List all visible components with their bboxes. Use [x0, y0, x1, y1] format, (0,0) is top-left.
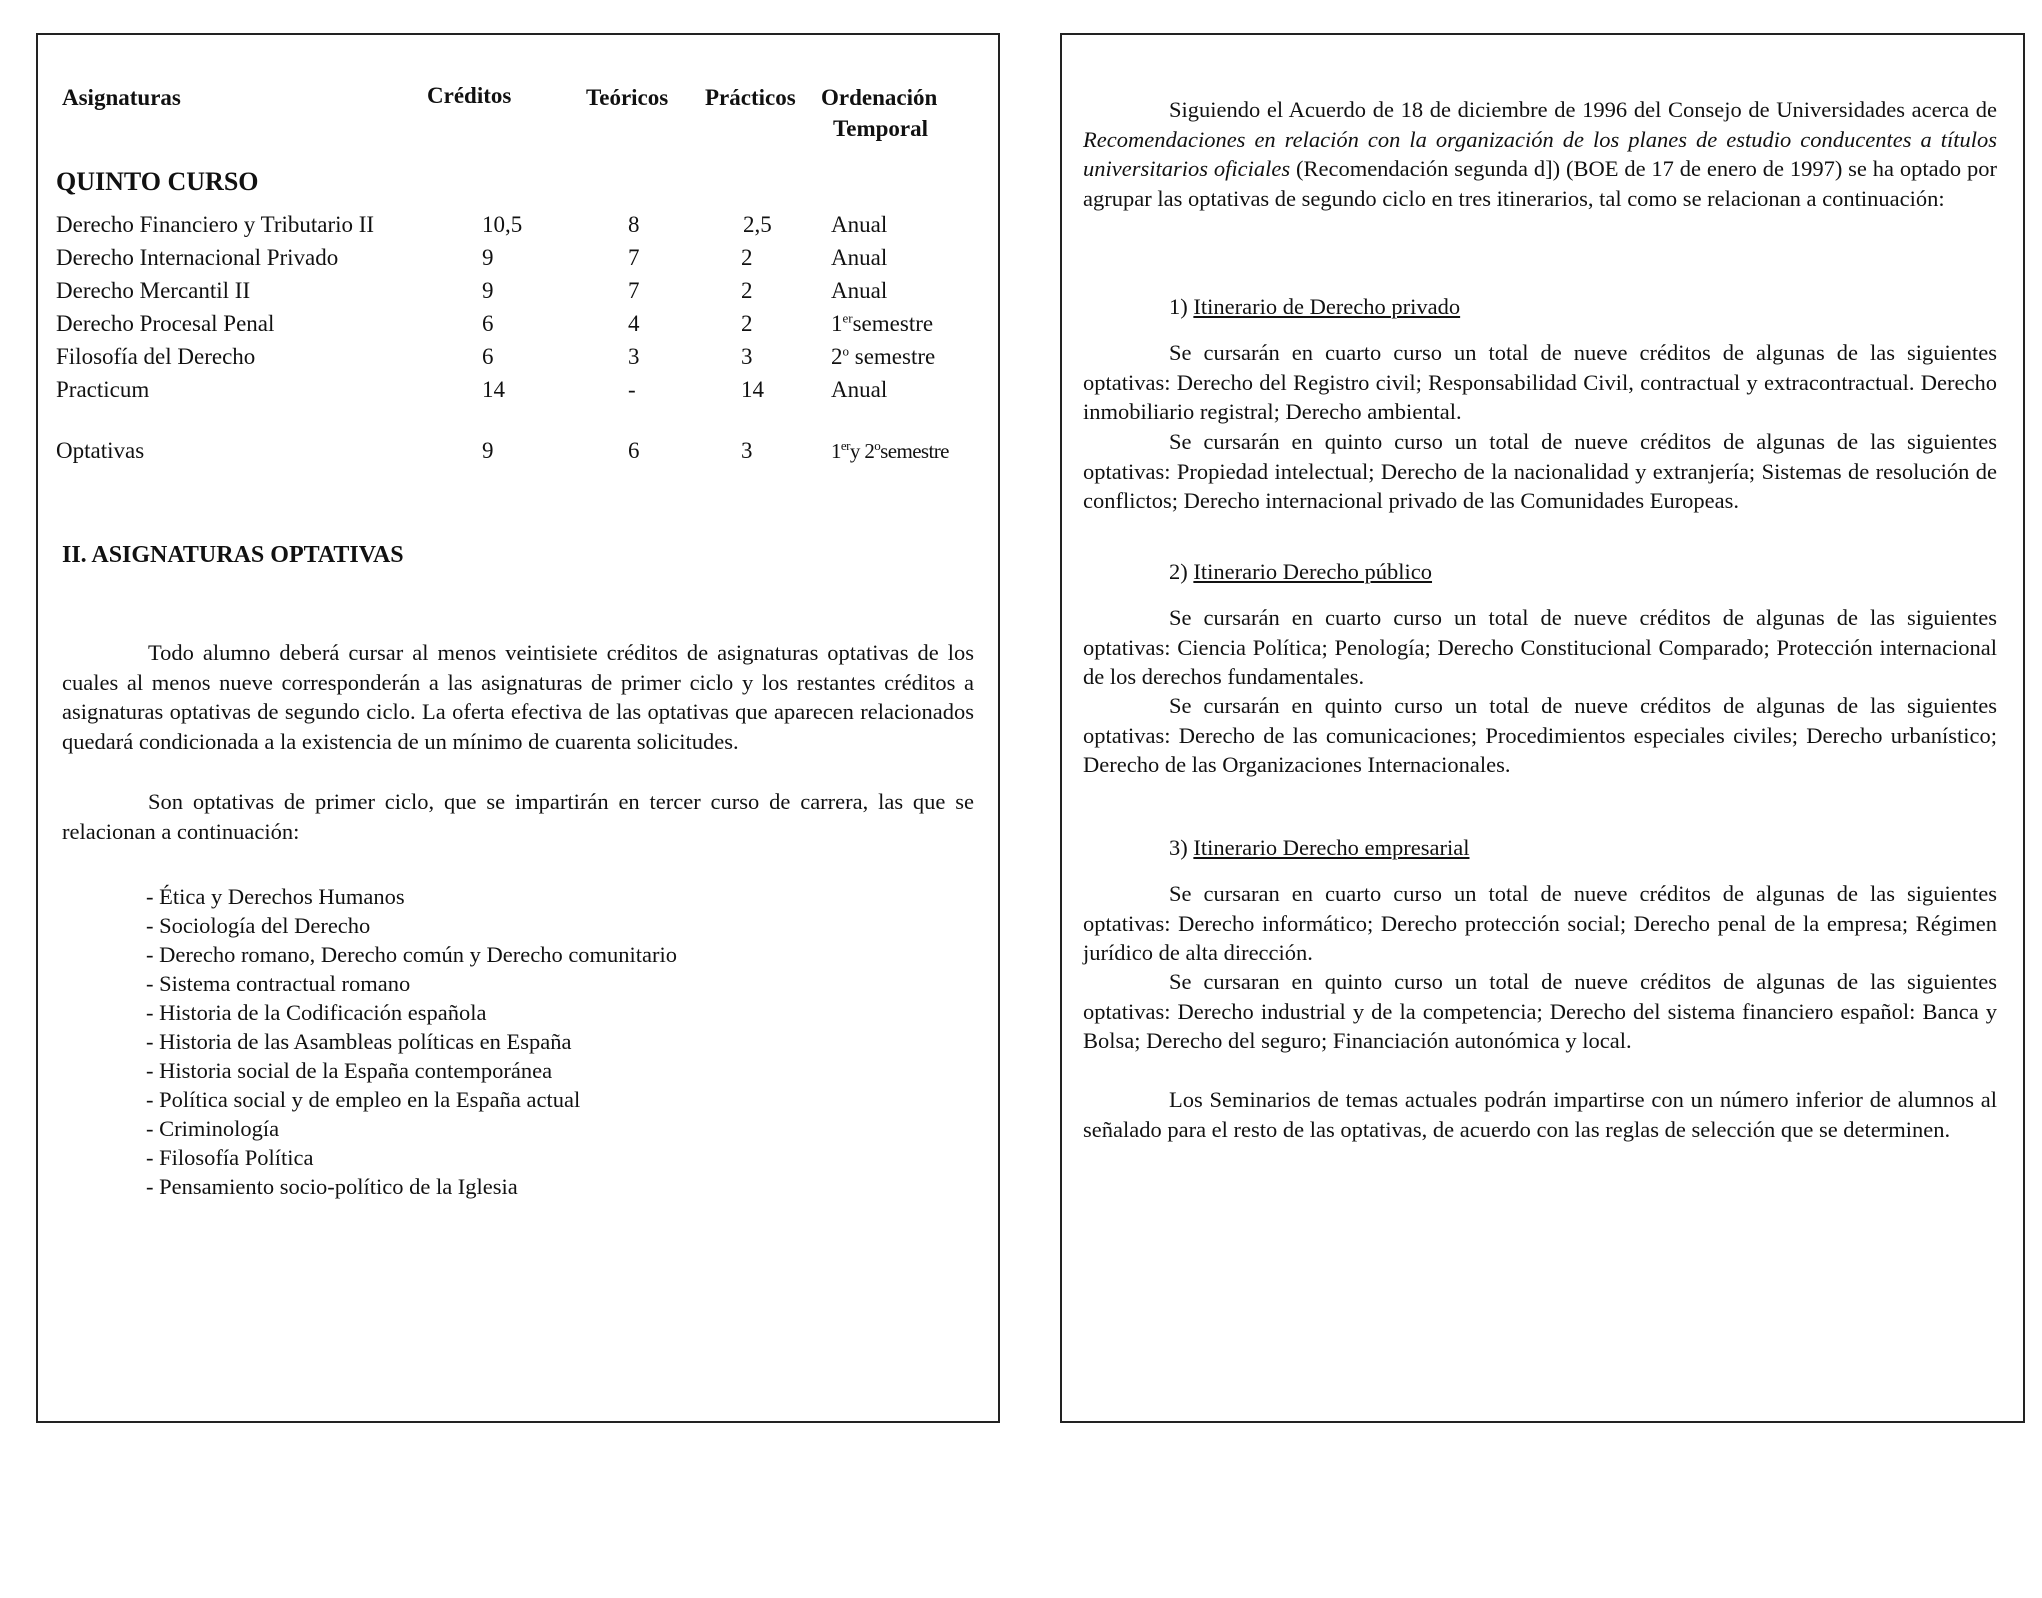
table-row-schedule: 1ersemestre — [831, 310, 934, 336]
left-page — [36, 33, 1000, 1423]
table-row-subject: Derecho Procesal Penal — [56, 311, 275, 336]
table-row-subject: Derecho Internacional Privado — [56, 245, 339, 270]
header-schedule-line1: Ordenación — [821, 85, 938, 110]
itinerary-1-paragraph-2: Se cursarán en quinto curso un total de nueve créditos de algunas de las siguientes optativas: Propiedad intelectual; Derecho de la nacionalidad y extranjería; Sistemas de resolución de conflictos; Derecho internacional privado de las Comunidades Europeas. — [1083, 429, 1997, 513]
table-row-practice: 3 — [741, 438, 753, 463]
table-row-schedule: Anual — [831, 245, 888, 270]
optativas-paragraph-2: Son optativas de primer ciclo, que se impartirán en tercer curso de carrera, las que se relacionan a continuación: — [62, 789, 974, 844]
table-row-practice: 2 — [741, 278, 753, 303]
table-row-practice: 3 — [741, 344, 753, 369]
header-practice: Prácticos — [705, 85, 796, 110]
table-row-practice: 2,5 — [743, 212, 772, 237]
list-item: - Historia de las Asambleas políticas en España — [146, 1029, 572, 1054]
list-item: - Sociología del Derecho — [146, 913, 371, 938]
itinerary-1-paragraph-1: Se cursarán en cuarto curso un total de nueve créditos de algunas de las siguientes optativas: Derecho del Registro civil; Responsabilidad Civil, contractual y extracontractual. Derecho inmobiliario registral; Derecho ambiental. — [1083, 340, 1997, 424]
table-row-subject: Derecho Mercantil II — [56, 278, 251, 303]
table-row-practice: 2 — [741, 245, 753, 270]
table-row-theory: 4 — [628, 311, 640, 336]
header-subject: Asignaturas — [62, 85, 181, 110]
list-item: - Ética y Derechos Humanos — [146, 884, 405, 909]
list-item: - Criminología — [146, 1116, 280, 1141]
list-item: - Filosofía Política — [146, 1145, 314, 1170]
table-row-theory: 6 — [628, 438, 640, 463]
list-item: - Derecho romano, Derecho común y Derecho comunitario — [146, 942, 678, 967]
table-row-subject: Filosofía del Derecho — [56, 344, 256, 369]
list-item: - Sistema contractual romano — [146, 971, 411, 996]
itinerary-2-paragraph-1: Se cursarán en cuarto curso un total de nueve créditos de algunas de las siguientes optativas: Ciencia Política; Penología; Derecho Constitucional Comparado; Protección internacional de los derechos fundamentales. — [1083, 605, 1997, 689]
section-title-quinto-curso: QUINTO CURSO — [56, 167, 259, 196]
itinerary-3-title: 3) Itinerario Derecho empresarial — [1169, 835, 1470, 860]
list-item: - Política social y de empleo en la España actual — [146, 1087, 581, 1112]
optativas-heading: II. ASIGNATURAS OPTATIVAS — [62, 542, 404, 568]
table-row-credits: 10,5 — [482, 212, 523, 237]
table-row-credits: 6 — [482, 344, 494, 369]
table-row-subject: Practicum — [56, 377, 150, 402]
table-row-credits: 6 — [482, 311, 494, 336]
table-row-subject: Derecho Financiero y Tributario II — [56, 212, 375, 237]
itinerary-3-paragraph-2: Se cursaran en quinto curso un total de nueve créditos de algunas de las siguientes optativas: Derecho industrial y de la competencia; Derecho del sistema financiero español: Banca y Bolsa; Derecho del seguro; Financiación autonómica y local. — [1083, 969, 1997, 1053]
recommendations-title: Recomendaciones en relación con la organización de los planes de estudio conducentes a títulos universitarios oficiales — [1083, 126, 1997, 181]
optativas-paragraph-1: Todo alumno deberá cursar al menos veintisiete créditos de asignaturas optativas de los cuales al menos nueve corresponderán a las asignaturas de primer ciclo y los restantes créditos a asignaturas optativas de segundo ciclo. La oferta efectiva de las optativas que aparecen relacionados quedará condicionada a la existencia de un mínimo de cuarenta solicitudes. — [62, 640, 974, 754]
list-item: - Historia social de la España contemporánea — [146, 1058, 553, 1083]
intro-paragraph: Siguiendo el Acuerdo de 18 de diciembre de 1996 del Consejo de Universidades acerca de Recomendaciones en relación con la organización de los planes de estudio conducentes a títulos universitarios oficiales (Recomendación segunda d]) (BOE de 17 de enero de 1997) se ha optado por agrupar las optativas de segundo ciclo en tres itinerarios, tal como se relacionan a continuación: — [1083, 97, 1997, 211]
table-row-schedule: 2$^o$ semestre — [831, 343, 936, 369]
header-theory: Teóricos — [586, 85, 669, 110]
table-row-schedule: 1ery 2$^o$semestre — [831, 438, 949, 463]
table-row-theory: 7 — [628, 278, 640, 303]
closing-paragraph: Los Seminarios de temas actuales podrán impartirse con un número inferior de alumnos al señalado para el resto de las optativas, de acuerdo con las reglas de selección que se determinen. — [1083, 1087, 1997, 1142]
table-row-credits: 9 — [482, 278, 494, 303]
list-item: - Historia de la Codificación española — [146, 1000, 487, 1025]
right-page — [1060, 33, 2025, 1423]
table-row-credits: 9 — [482, 438, 494, 463]
table-row-theory: - — [628, 377, 636, 402]
first-cycle-optativas-list — [146, 882, 677, 1201]
table-row-subject: Optativas — [56, 438, 145, 463]
itinerary-3-paragraph-1: Se cursaran en cuarto curso un total de nueve créditos de algunas de las siguientes optativas: Derecho informático; Derecho protección social; Derecho penal de la empresa; Régimen jurídico de alta dirección. — [1083, 881, 1997, 965]
table-row-theory: 7 — [628, 245, 640, 270]
itinerary-2-paragraph-2: Se cursarán en quinto curso un total de nueve créditos de algunas de las siguientes optativas: Derecho de las comunicaciones; Procedimientos especiales civiles; Derecho urbanístico; Derecho de las Organizaciones Internacionales. — [1083, 693, 1997, 777]
table-row-schedule: Anual — [831, 377, 888, 402]
table-row-practice: 14 — [741, 377, 764, 402]
table-row-schedule: Anual — [831, 278, 888, 303]
table-row-practice: 2 — [741, 311, 753, 336]
table-row-theory: 8 — [628, 212, 640, 237]
itinerary-1-title: 1) Itinerario de Derecho privado — [1169, 294, 1461, 319]
list-item: - Pensamiento socio-político de la Iglesia — [146, 1174, 518, 1199]
table-row-credits: 9 — [482, 245, 494, 270]
itinerary-2-title: 2) Itinerario Derecho público — [1169, 559, 1433, 584]
header-schedule-line2: Temporal — [833, 116, 928, 141]
table-row-credits: 14 — [482, 377, 505, 402]
table-row-schedule: Anual — [831, 212, 888, 237]
header-credits: Créditos — [427, 83, 512, 108]
table-row-theory: 3 — [628, 344, 640, 369]
